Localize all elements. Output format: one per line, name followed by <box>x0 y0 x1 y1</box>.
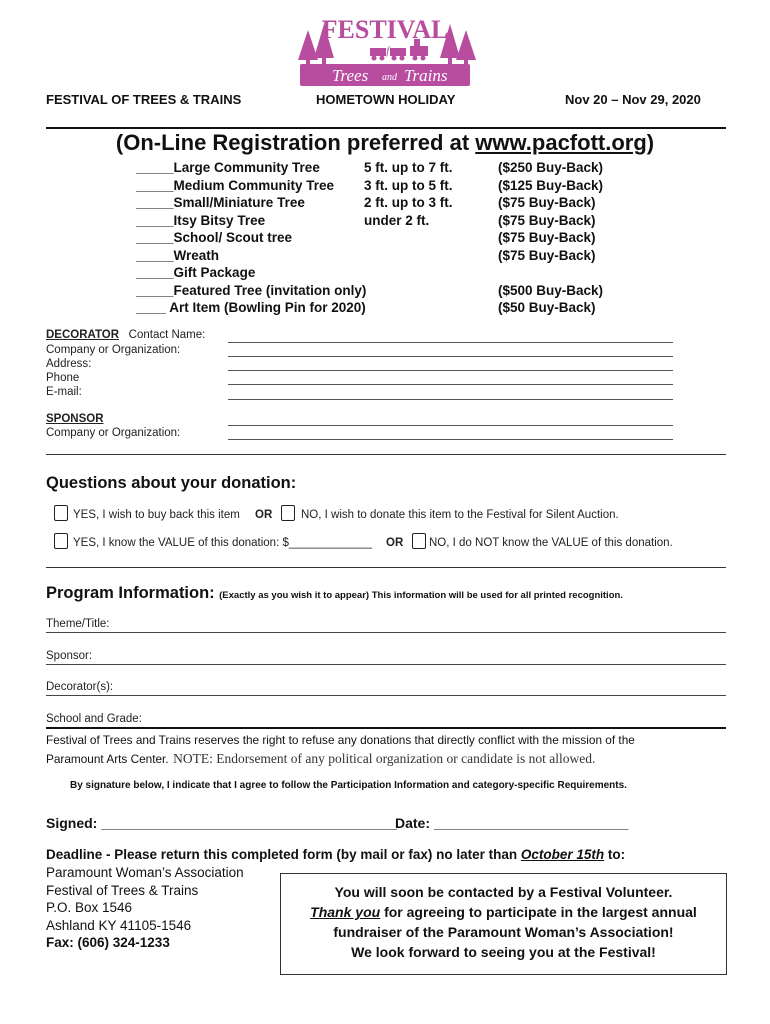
category-size: 5 ft. up to 7 ft. <box>364 160 453 175</box>
no-donate-label: NO, I wish to donate this item to the Festival for Silent Auction. <box>301 509 619 521</box>
category-size: under 2 ft. <box>364 212 430 228</box>
svg-text:Trains: Trains <box>404 66 448 85</box>
svg-text:of: of <box>380 45 390 57</box>
program-field-input[interactable] <box>46 664 726 665</box>
category-row[interactable] <box>136 159 736 177</box>
header-right: Nov 20 – Nov 29, 2020 <box>565 92 701 107</box>
category-name: _____Small/Miniature Tree <box>136 195 305 210</box>
category-size: 2 ft. up to 3 ft. <box>364 195 453 210</box>
sponsor-company-label: Company or Organization: <box>46 427 181 439</box>
agreement-text: By signature below, I indicate that I agree to follow the Participation Information and category-specific Requirements. <box>70 780 627 791</box>
category-row[interactable] <box>136 299 736 317</box>
category-buyback: ($125 Buy-Back) <box>498 177 604 193</box>
policy-line-2: Paramount Arts Center. NOTE: Endorsement of any political organization or candidate is not allowed. <box>46 751 596 766</box>
policy-line-1: Festival of Trees and Trains reserves the right to refuse any donations that directly conflict with the mission of the <box>46 733 635 747</box>
decorator-phone-label: Phone <box>46 372 80 384</box>
category-row[interactable] <box>136 282 736 300</box>
sponsor-field-1[interactable] <box>228 425 673 426</box>
sponsor-heading: SPONSOR <box>46 413 104 425</box>
date-field[interactable]: Date: _________________________ <box>395 815 629 831</box>
category-name: ____ Art Item (Bowling Pin for 2020) <box>136 300 366 315</box>
header-center: HOMETOWN HOLIDAY <box>316 92 456 107</box>
category-row[interactable] <box>136 177 736 195</box>
deadline-date: October 15th <box>520 847 605 862</box>
fax-number: Fax: (606) 324-1233 <box>46 935 170 950</box>
category-row[interactable] <box>136 194 736 212</box>
category-size: 3 ft. up to 5 ft. <box>364 177 453 193</box>
program-note: (Exactly as you wish it to appear) This information will be used for all printed recognition. <box>219 590 623 601</box>
no-value-checkbox[interactable] <box>412 533 426 549</box>
decorator-company-field[interactable] <box>228 356 673 357</box>
decorator-contact-label: DECORATOR Contact Name: <box>46 329 206 341</box>
category-list <box>136 159 736 317</box>
divider <box>46 567 726 568</box>
or-label: OR <box>386 537 404 549</box>
program-field-input[interactable] <box>46 695 726 696</box>
category-name: _____School/ Scout tree <box>136 230 293 245</box>
decorator-email-field[interactable] <box>228 399 673 400</box>
questions-heading: Questions about your donation: <box>46 474 297 492</box>
mailing-address: Paramount Woman’s Association Festival of Trees & Trains P.O. Box 1546 Ashland KY 41105-1546 Fax: (606) 324-1233 <box>46 865 244 950</box>
category-row[interactable] <box>136 229 736 247</box>
divider <box>46 454 726 455</box>
category-buyback: ($75 Buy-Back) <box>498 212 596 228</box>
category-buyback: ($75 Buy-Back) <box>498 247 596 263</box>
category-name: _____Gift Package <box>136 265 256 280</box>
category-row[interactable] <box>136 264 736 282</box>
program-field-label: Theme/Title: <box>46 618 110 630</box>
deadline-text: Deadline - Please return this completed form (by mail or fax) no later than October 15th to: <box>46 847 626 862</box>
program-field-label: Decorator(s): <box>46 681 114 693</box>
decorator-contact-field[interactable] <box>228 342 673 343</box>
signed-field[interactable]: Signed: ______________________________________ <box>46 815 398 831</box>
svg-text:and: and <box>382 72 397 83</box>
category-name: _____Medium Community Tree <box>136 177 335 193</box>
category-buyback: ($500 Buy-Back) <box>498 282 604 298</box>
program-field-input[interactable] <box>46 727 726 729</box>
registration-title: (On-Line Registration preferred at www.pacfott.org) <box>115 130 655 155</box>
festival-logo <box>290 8 480 88</box>
category-buyback: ($250 Buy-Back) <box>498 160 604 175</box>
program-field-label: Sponsor: <box>46 650 93 662</box>
or-label: OR <box>255 509 273 521</box>
category-buyback: ($50 Buy-Back) <box>498 300 596 315</box>
no-donate-checkbox[interactable] <box>281 505 295 521</box>
program-field-input[interactable] <box>46 632 726 633</box>
yes-buyback-checkbox[interactable] <box>54 505 68 521</box>
header-rule <box>46 127 726 129</box>
category-name: _____Large Community Tree <box>136 160 320 175</box>
category-name: _____Itsy Bitsy Tree <box>136 212 266 228</box>
yes-value-checkbox[interactable] <box>54 533 68 549</box>
decorator-email-label: E-mail: <box>46 386 82 398</box>
sponsor-company-field[interactable] <box>228 439 673 440</box>
header-left: FESTIVAL OF TREES & TRAINS <box>46 92 242 107</box>
svg-text:Trees: Trees <box>332 66 369 85</box>
category-buyback: ($75 Buy-Back) <box>498 230 596 245</box>
decorator-address-field[interactable] <box>228 370 673 371</box>
program-field-label: School and Grade: <box>46 713 142 725</box>
logo-title: FESTIVAL <box>321 15 449 44</box>
category-row[interactable] <box>136 247 736 265</box>
policy-note: NOTE: Endorsement of any political organization or candidate is not allowed. <box>173 751 596 766</box>
yes-value-label: YES, I know the VALUE of this donation: $_____________ <box>73 537 372 549</box>
category-name: _____Wreath <box>136 247 220 263</box>
decorator-phone-field[interactable] <box>228 384 673 385</box>
category-row[interactable] <box>136 212 736 230</box>
website-link[interactable]: www.pacfott.org <box>475 130 647 155</box>
category-buyback: ($75 Buy-Back) <box>498 195 596 210</box>
volunteer-notice-box: You will soon be contacted by a Festival Volunteer. Thank you for agreeing to participate in the largest annual fundraiser of the Paramount Woman’s Association! We look forward to seeing you at the Festival! <box>280 873 727 975</box>
program-heading-row <box>46 584 623 603</box>
decorator-company-label: Company or Organization: <box>46 344 181 356</box>
decorator-heading: DECORATOR <box>46 329 120 341</box>
no-value-label: NO, I do NOT know the VALUE of this donation. <box>429 537 673 549</box>
decorator-address-label: Address: <box>46 358 92 370</box>
yes-buyback-label: YES, I wish to buy back this item <box>73 509 240 521</box>
program-heading: Program Information: <box>46 584 215 602</box>
category-name: _____Featured Tree (invitation only) <box>136 282 367 298</box>
